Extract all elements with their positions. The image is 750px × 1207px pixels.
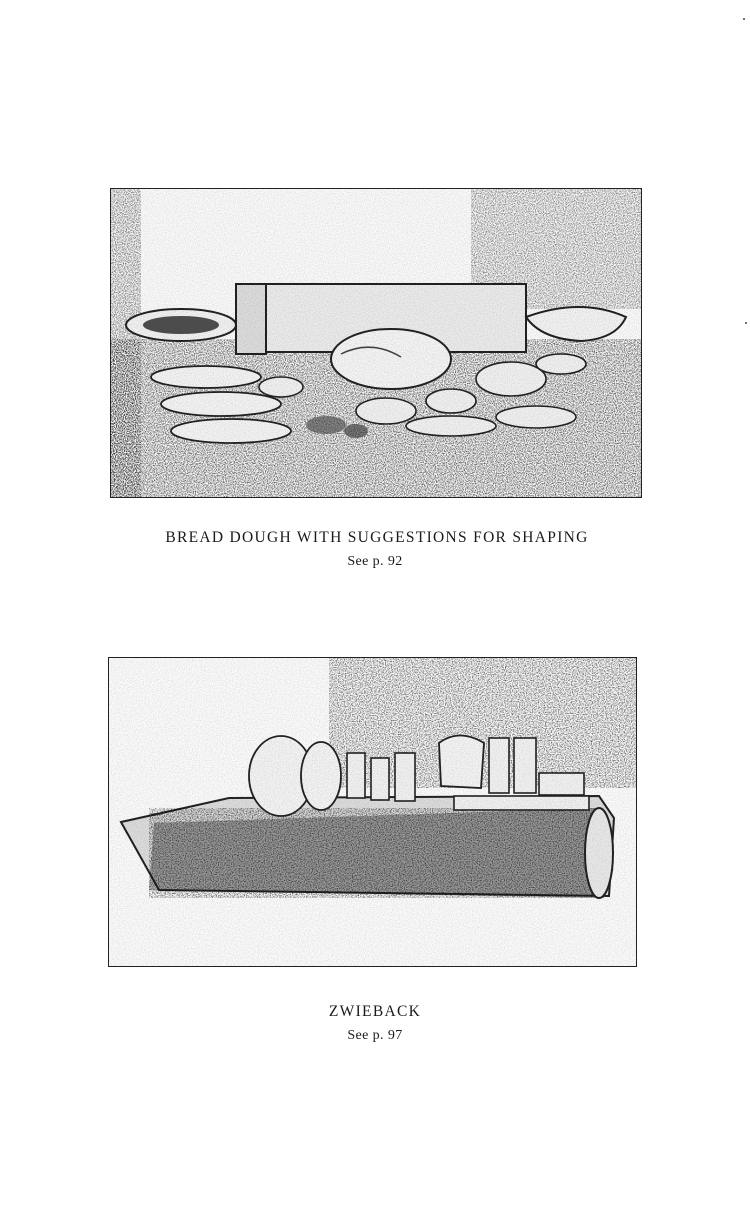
print-speck: [743, 18, 745, 20]
print-speck: [745, 322, 747, 324]
plate-caption: BREAD DOUGH WITH SUGGESTIONS FOR SHAPING: [165, 529, 589, 546]
page-reference: See p. 92: [347, 554, 403, 569]
zwieback-illustration: [108, 657, 637, 967]
plate-caption: ZWIEBACK: [328, 1003, 422, 1020]
bread-dough-illustration: [110, 188, 642, 498]
page-reference: See p. 97: [347, 1028, 403, 1043]
